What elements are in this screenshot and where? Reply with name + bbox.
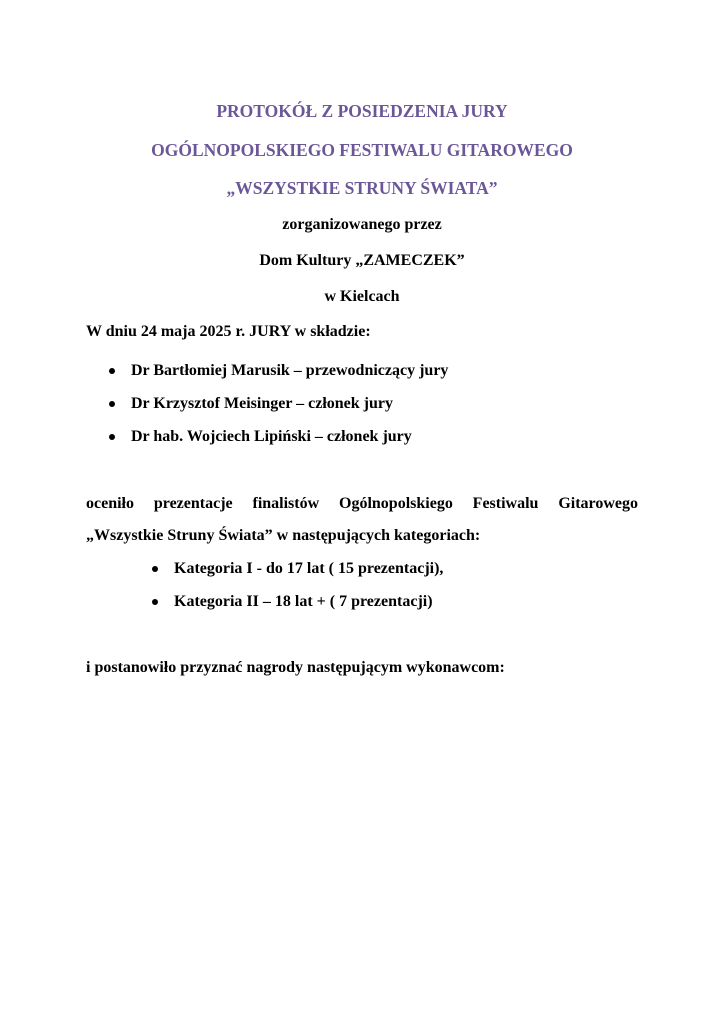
document-title-line-3: „WSZYSTKIE STRUNY ŚWIATA” <box>226 178 498 198</box>
evaluation-line-1: oceniło prezentacje finalistów Ogólnopolskiego Festiwalu Gitarowego <box>86 495 638 512</box>
document-title-line-1: PROTOKÓŁ Z POSIEDZENIA JURY <box>216 101 508 121</box>
bullet-icon <box>152 566 158 572</box>
jury-member-text: Dr Bartłomiej Marusik – przewodniczący jury <box>131 362 449 379</box>
bullet-icon <box>109 434 115 440</box>
bullet-icon <box>109 368 115 374</box>
decision-text: i postanowiło przyznać nagrody następującym wykonawcom: <box>86 659 505 676</box>
category-text: Kategoria I - do 17 lat ( 15 prezentacji), <box>174 560 444 577</box>
jury-intro: W dniu 24 maja 2025 r. JURY w składzie: <box>86 323 371 340</box>
category-text: Kategoria II – 18 lat + ( 7 prezentacji) <box>174 593 433 610</box>
jury-member-text: Dr Krzysztof Meisinger – członek jury <box>131 395 394 412</box>
bullet-icon <box>109 401 115 407</box>
organizer-line-3: w Kielcach <box>324 288 400 305</box>
evaluation-line-2: „Wszystkie Struny Świata” w następujących kategoriach: <box>86 527 481 544</box>
jury-member-text: Dr hab. Wojciech Lipiński – członek jury <box>131 428 412 445</box>
document-title-line-2: OGÓLNOPOLSKIEGO FESTIWALU GITAROWEGO <box>151 140 573 160</box>
organizer-line-2: Dom Kultury „ZAMECZEK” <box>259 252 465 269</box>
organizer-line-1: zorganizowanego przez <box>282 216 442 233</box>
bullet-icon <box>152 599 158 605</box>
